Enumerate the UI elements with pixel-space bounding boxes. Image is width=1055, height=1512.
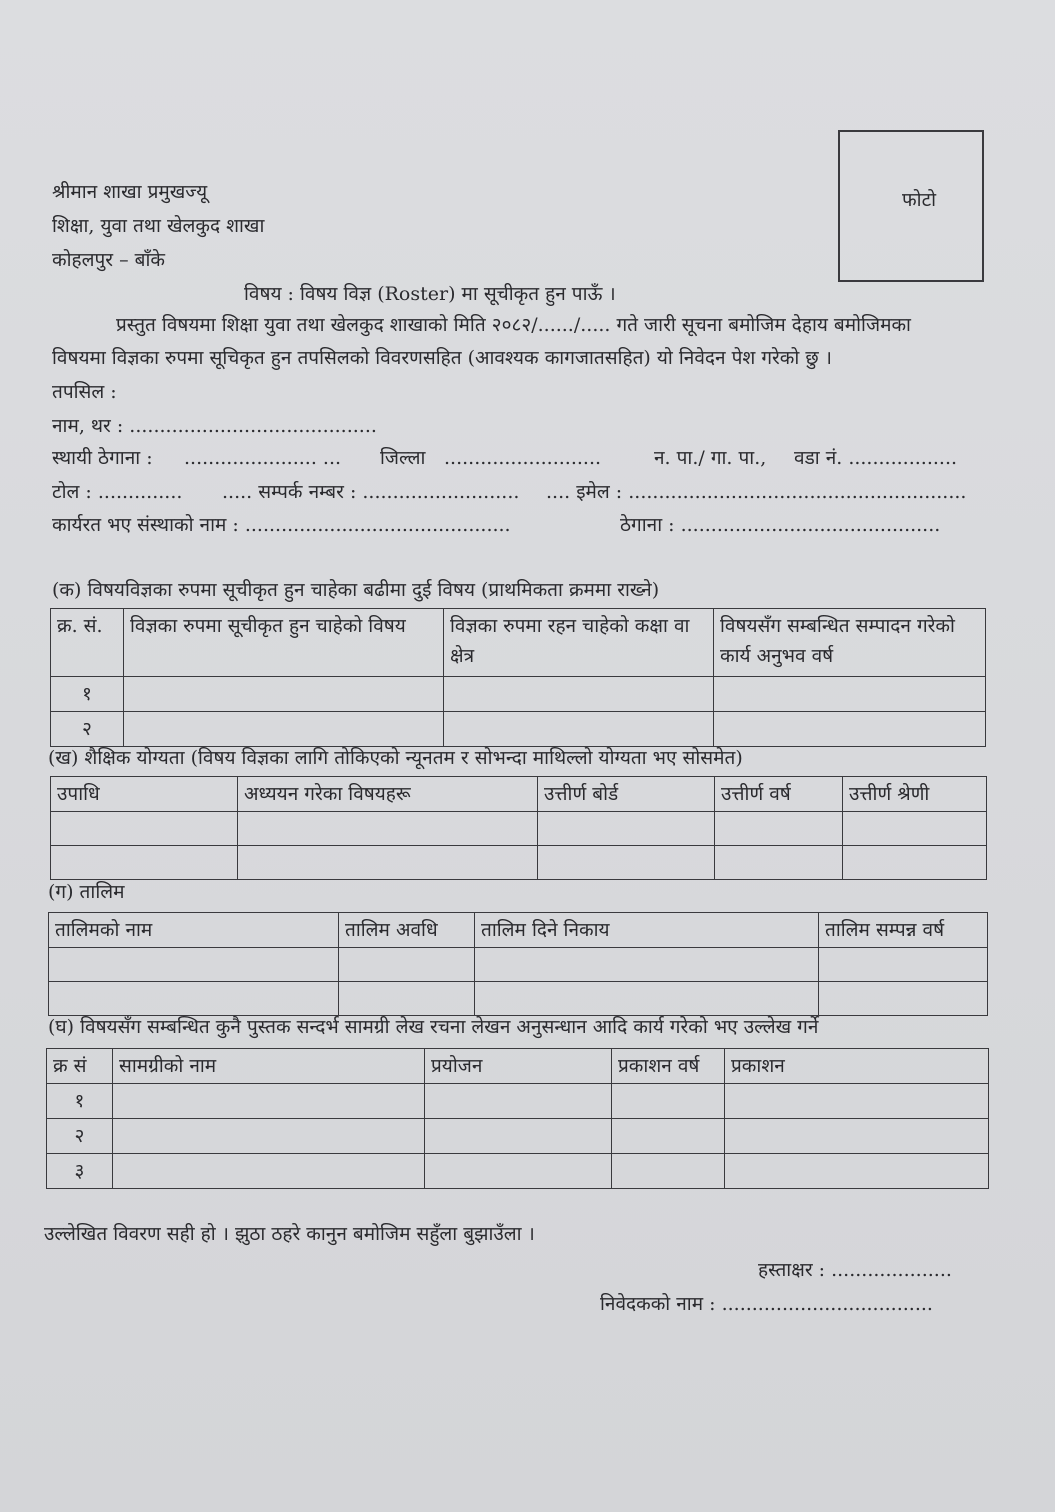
table-cell[interactable] [49,948,339,982]
details-heading: तपसिल : [52,381,117,403]
table-row [51,846,987,880]
applicant-name-field[interactable]: निवेदकको नाम : ................................... [600,1293,933,1315]
ward-field[interactable]: वडा नं. .................. [794,447,958,469]
body-line-2: विषयमा विज्ञका रुपमा सूचिकृत हुन तपसिलको विवरणसहित (आवश्यक कागजातसहित) यो निवेदन पेश गरेको छु । [52,347,832,369]
table-row [51,812,987,846]
table-cell[interactable] [843,812,987,846]
table-cell[interactable] [113,1154,425,1189]
table-cell[interactable] [425,1119,612,1154]
header-cell: उत्तीर्ण वर्ष [715,777,843,812]
table-cell[interactable] [238,846,538,880]
table-row [47,1084,989,1119]
table-cell[interactable] [715,812,843,846]
table-cell[interactable] [714,677,986,712]
row-number: १ [51,677,124,712]
table-row [51,677,986,712]
table-cell[interactable] [538,812,715,846]
district-field[interactable]: .......................... [444,447,602,469]
organization-field[interactable]: कार्यरत भए संस्थाको नाम : ............................................ [52,514,511,536]
addressee-line-1: श्रीमान शाखा प्रमुखज्यू [52,181,208,203]
table-cell[interactable] [843,846,987,880]
section-gha-table [46,1048,989,1189]
table-header-row [47,1049,989,1084]
photo-label: फोटो [902,189,937,211]
table-cell[interactable] [612,1154,725,1189]
table-cell[interactable] [538,846,715,880]
table-cell[interactable] [339,982,475,1016]
table-cell[interactable] [819,948,988,982]
table-row [47,1154,989,1189]
table-cell[interactable] [51,846,238,880]
table-cell[interactable] [612,1084,725,1119]
address-field[interactable]: ...................... ... [184,447,342,469]
header-cell: प्रयोजन [425,1049,612,1084]
table-cell[interactable] [819,982,988,1016]
table-cell[interactable] [475,982,819,1016]
table-header-row [51,609,986,677]
section-kha-table [50,776,987,880]
table-cell[interactable] [51,812,238,846]
header-cell: तालिम दिने निकाय [475,913,819,948]
section-kha-title: (ख) शैक्षिक योग्यता (विषय विज्ञका लागि तोकिएको न्यूनतम र सोभन्दा माथिल्लो योग्यता भए सोसमेत) [48,747,743,769]
row-number: २ [51,712,124,747]
section-ga-table [48,912,988,1016]
photo-box [838,130,984,282]
table-row [49,982,988,1016]
declaration-text: उल्लेखित विवरण सही हो । झुठा ठहरे कानुन बमोजिम सहुँला बुझाउँला । [44,1223,535,1245]
table-cell[interactable] [725,1154,989,1189]
header-cell: अध्ययन गरेका विषयहरू [238,777,538,812]
table-cell[interactable] [124,677,444,712]
tole-field[interactable]: टोल : .............. [52,481,183,503]
addressee-line-2: शिक्षा, युवा तथा खेलकुद शाखा [52,215,265,237]
table-header-row [49,913,988,948]
contact-field[interactable]: ..... सम्पर्क नम्बर : .......................... [222,481,520,503]
header-cell: क्र सं [47,1049,113,1084]
row-number: १ [47,1084,113,1119]
header-cell: सामग्रीको नाम [113,1049,425,1084]
header-cell: उपाधि [51,777,238,812]
subject-line: विषय : विषय विज्ञ (Roster) मा सूचीकृत हुन पाऊँ । [244,283,616,305]
header-cell: उत्तीर्ण श्रेणी [843,777,987,812]
table-cell[interactable] [444,677,714,712]
table-cell[interactable] [425,1084,612,1119]
header-cell: विज्ञका रुपमा रहन चाहेको कक्षा वा क्षेत्र [444,609,714,677]
section-ga-title: (ग) तालिम [48,881,125,903]
table-cell[interactable] [725,1084,989,1119]
header-cell: तालिम सम्पन्न वर्ष [819,913,988,948]
district-label: जिल्ला [380,447,426,469]
table-cell[interactable] [725,1119,989,1154]
section-ka-table [50,608,986,747]
table-cell[interactable] [339,948,475,982]
name-field[interactable]: नाम, थर : ......................................... [52,415,377,437]
table-cell[interactable] [425,1154,612,1189]
table-cell[interactable] [444,712,714,747]
table-cell[interactable] [113,1119,425,1154]
header-cell: तालिम अवधि [339,913,475,948]
table-cell[interactable] [49,982,339,1016]
table-row [47,1119,989,1154]
table-cell[interactable] [714,712,986,747]
address-label: स्थायी ठेगाना : [52,447,153,469]
header-cell: विज्ञका रुपमा सूचीकृत हुन चाहेको विषय [124,609,444,677]
org-address-field[interactable]: ठेगाना : ........................................... [620,514,941,536]
header-cell: क्र. सं. [51,609,124,677]
table-cell[interactable] [124,712,444,747]
section-ka-title: (क) विषयविज्ञका रुपमा सूचीकृत हुन चाहेका बढीमा दुई विषय (प्राथमिकता क्रममा राख्ने) [52,579,660,601]
header-cell: विषयसँग सम्बन्धित सम्पादन गरेको कार्य अनुभव वर्ष [714,609,986,677]
row-number: २ [47,1119,113,1154]
section-gha-title: (घ) विषयसँग सम्बन्धित कुनै पुस्तक सन्दर्भ सामग्री लेख रचना लेखन अनुसन्धान आदि कार्य गरेको भए उल्लेख गर्ने [48,1016,819,1038]
email-field[interactable]: .... इमेल : ........................................................ [546,481,967,503]
body-line-1: प्रस्तुत विषयमा शिक्षा युवा तथा खेलकुद शाखाको मिति २०८२/....../..... गते जारी सूचना बमोजिम देहाय बमोजिमका [116,314,911,336]
header-cell: प्रकाशन वर्ष [612,1049,725,1084]
header-cell: उत्तीर्ण बोर्ड [538,777,715,812]
addressee-line-3: कोहलपुर – बाँके [52,249,165,271]
table-header-row [51,777,987,812]
signature-field[interactable]: हस्ताक्षर : .................... [758,1259,952,1281]
table-cell[interactable] [475,948,819,982]
row-number: ३ [47,1154,113,1189]
municipality-label: न. पा./ गा. पा., [654,447,767,469]
table-cell[interactable] [113,1084,425,1119]
table-cell[interactable] [612,1119,725,1154]
header-cell: तालिमको नाम [49,913,339,948]
table-cell[interactable] [715,846,843,880]
header-cell: प्रकाशन [725,1049,989,1084]
table-cell[interactable] [238,812,538,846]
table-row [51,712,986,747]
table-row [49,948,988,982]
